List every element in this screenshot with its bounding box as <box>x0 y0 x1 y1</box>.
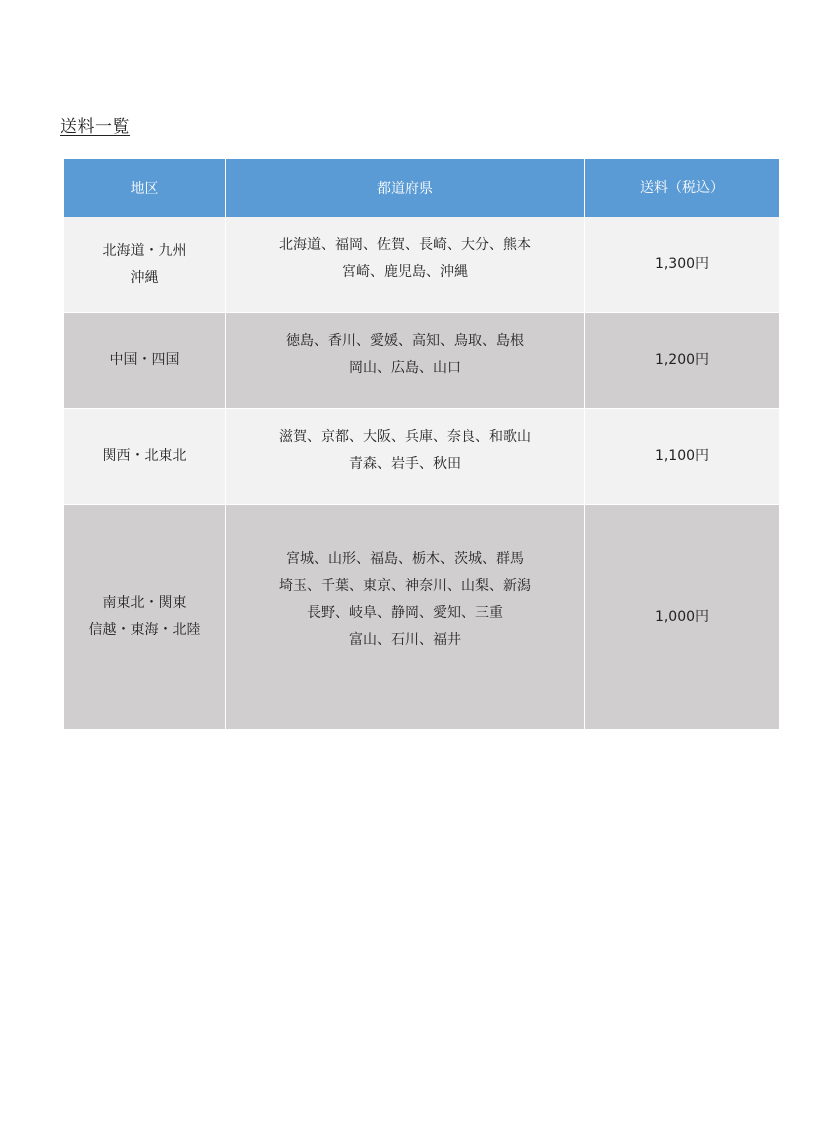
prefectures-cell <box>226 505 585 730</box>
prefectures-cell <box>226 217 585 313</box>
prefectures-line: 宮城、山形、福島、栃木、茨城、群馬 <box>286 551 524 567</box>
prefectures-line: 宮崎、鹿児島、沖縄 <box>342 264 468 280</box>
prefectures-line: 長野、岐阜、静岡、愛知、三重 <box>307 605 503 621</box>
prefectures-cell <box>226 409 585 505</box>
table-row <box>64 313 780 409</box>
region-line: 関西・北東北 <box>102 448 187 464</box>
prefectures-cell <box>226 313 585 409</box>
header-region: 地区 <box>64 159 226 217</box>
prefectures-line: 埼玉、千葉、東京、神奈川、山梨、新潟 <box>279 578 531 594</box>
header-shipping-fee: 送料（税込） <box>585 159 780 217</box>
region-line: 信越・東海・北陸 <box>88 622 201 638</box>
table-header-row <box>64 159 780 217</box>
prefectures-line: 青森、岩手、秋田 <box>349 456 461 472</box>
table-row <box>64 505 780 730</box>
prefectures-line: 北海道、福岡、佐賀、長崎、大分、熊本 <box>279 237 531 253</box>
table-row <box>64 217 780 313</box>
region-cell <box>64 217 226 313</box>
fee-cell: 1,100円 <box>585 409 780 505</box>
shipping-fee-table <box>63 159 780 729</box>
prefectures-line: 岡山、広島、山口 <box>349 360 461 376</box>
table-row <box>64 409 780 505</box>
prefectures-line: 徳島、香川、愛媛、高知、鳥取、島根 <box>286 333 524 349</box>
prefectures-line: 富山、石川、福井 <box>349 632 461 648</box>
region-line: 中国・四国 <box>109 352 180 368</box>
region-cell <box>64 505 226 730</box>
fee-cell: 1,300円 <box>585 217 780 313</box>
page-title: 送料一覧 <box>60 117 130 137</box>
region-cell <box>64 313 226 409</box>
region-line: 沖縄 <box>130 269 159 286</box>
header-prefectures: 都道府県 <box>226 159 585 217</box>
region-line: 南東北・関東 <box>102 595 187 611</box>
region-cell <box>64 409 226 505</box>
prefectures-line: 滋賀、京都、大阪、兵庫、奈良、和歌山 <box>279 429 531 445</box>
region-line: 北海道・九州 <box>102 242 187 259</box>
fee-cell: 1,200円 <box>585 313 780 409</box>
fee-cell: 1,000円 <box>585 505 780 730</box>
